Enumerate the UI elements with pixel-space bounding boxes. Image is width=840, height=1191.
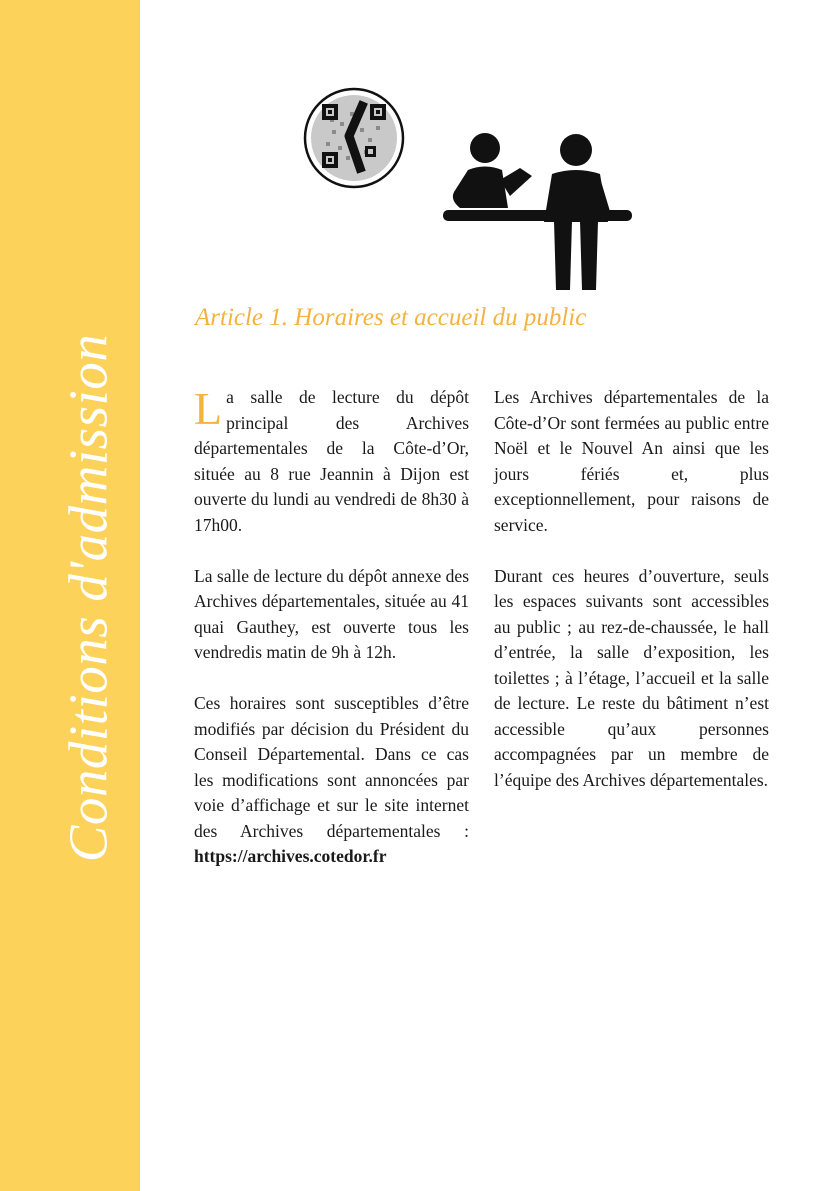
website-link[interactable]: https://archives.cotedor.fr <box>194 846 387 866</box>
sidebar <box>0 0 140 1191</box>
paragraph-schedule-changes <box>194 691 469 870</box>
paragraph-text: Ces horaires sont susceptibles d’être modifiés par décision du Président du Conseil Départemental. Dans ce cas les modifications sont annoncées par voie d’affichage et sur le site internet des Archives départementales : <box>194 693 469 841</box>
article-title: Article 1. Horaires et accueil du public <box>195 304 587 331</box>
paragraph-annex-reading-room: La salle de lecture du dépôt annexe des Archives départementales, située au 41 quai Gauthey, est ouverte tous les vendredis matin de 9h à 12h. <box>194 565 469 662</box>
paragraph-accessible-areas: Durant ces heures d’ouverture, seuls les espaces suivants sont accessibles au public ; au rez-de-chaussée, le hall d’entrée, la salle d’exposition, les toilettes ; à l’étage, l’accueil et la salle de lecture. Le reste du bâtiment n’est accessible qu’aux personnes accompagnées par un membre de l’équipe des Archives départementales. <box>494 565 769 790</box>
qr-clock-icon <box>302 86 406 190</box>
paragraph-closures: Les Archives départementales de la Côte-d’Or sont fermées au public entre Noël et le Nouvel An ainsi que les jours fériés et, plus exceptionnellement, pour raisons de service. <box>494 387 769 535</box>
sidebar-title: Conditions d'admission <box>57 333 119 863</box>
reception-desk-icon <box>440 130 635 295</box>
left-column <box>194 385 469 895</box>
drop-cap: L <box>194 383 223 434</box>
paragraph-main-reading-room <box>194 385 469 538</box>
right-column <box>494 385 769 819</box>
paragraph-text: a salle de lecture du dépôt principal des Archives départementales de la Côte-d’Or, située au 8 rue Jeannin à Dijon est ouverte du lundi au vendredi de 8h30 à 17h00. <box>194 387 469 535</box>
